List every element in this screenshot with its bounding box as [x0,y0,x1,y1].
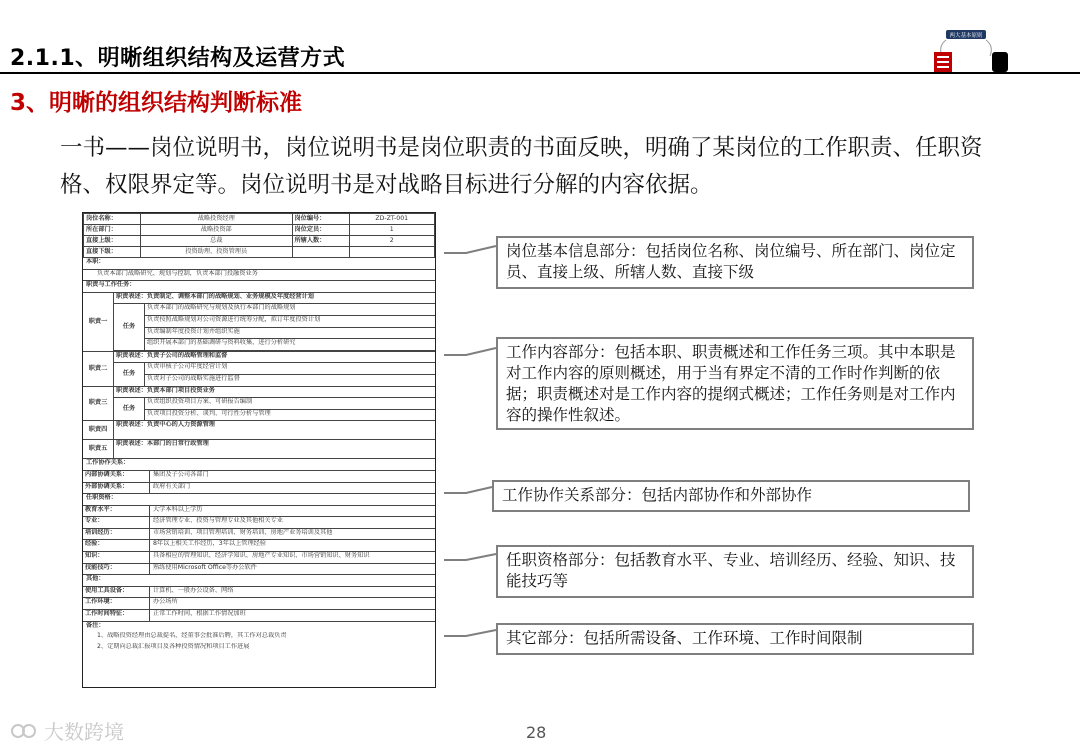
field-label [292,247,349,258]
relations-label: 工作协作关系： [83,459,435,471]
field-label: 外部协调关系： [83,483,150,494]
callout-qualification: 任职资格部分：包括教育水平、专业、培训经历、经验、知识、技能技巧等 [496,545,974,598]
field-label: 技能技巧： [83,564,150,575]
field-value: 政府有关部门 [153,482,191,490]
field-value: 具备相应的管理知识、经济学知识、房地产专业知识、市场营销知识、财务知识 [153,552,370,560]
duty-section [83,352,435,387]
callout-cooperation: 工作协作关系部分：包括内部协作和外部协作 [492,480,970,512]
duty-summary: 职责表述：负责子公司的战略管理和监督 [114,352,435,364]
logo-graphic [932,28,1012,74]
field-value: 市场营销培训、项目管理培训、财务培训、房地产业务培训及其他 [153,528,333,536]
duty-section [83,387,435,422]
field-value: 1 [349,225,435,236]
note-item: 1、战略投资经理由总裁提名，经董事会批准后聘，其工作对总裁负责 [97,632,287,640]
field-label: 所辖人数： [292,236,349,247]
field-label: 内部协调关系： [83,471,150,482]
task-item: 负责对子公司的战略实施进行监督 [147,374,240,382]
field-label: 专业： [83,517,150,528]
task-item: 负责组织投资项目方案、可研报告编制 [145,398,435,410]
qualification-label: 任职资格： [83,494,435,506]
field-value: 大学本科以上学历 [153,505,203,513]
task-item: 负责本部门的战略研究与规划及执行本部门的战略规划 [145,304,435,316]
title-divider [0,72,1080,74]
qualification-row [83,540,435,552]
notes-label: 备注： [86,621,105,629]
task-item: 组织开展本部门的基础调研与资料收集，进行分析研究 [147,339,296,347]
qualification-row [83,552,435,564]
field-value: 8年以上相关工作经历，3年以上管理经验 [153,540,267,548]
duty-label: 职责五 [83,440,114,458]
duty-label: 职责三 [83,387,114,421]
field-value: 熟练使用Microsoft Office等办公软件 [153,563,257,571]
intro-paragraph: 一书——岗位说明书，岗位说明书是岗位职责的书面反映，明确了某岗位的工作职责、任职资格、权限界定等。岗位说明书是对战略目标进行分解的内容依据。 [60,135,983,198]
callout-basic-info: 岗位基本信息部分：包括岗位名称、岗位编号、所在部门、岗位定员、直接上级、所辖人数、直接下级 [496,236,974,289]
duty-label: 职责一 [83,293,114,351]
task-item: 负责审核子公司年度经营计划 [145,363,435,375]
field-label: 直接上级： [84,236,141,247]
task-item: 负责按照战略规划对公司资源进行统筹分配，拟订年度投资计划 [145,316,435,328]
field-label: 使用工具设备： [83,587,150,598]
relation-row [83,471,435,483]
section-subtitle: 3、明晰的组织结构判断标准 [10,90,303,116]
duty-label: 职责四 [83,421,114,439]
field-label: 工作时间特征： [83,610,150,621]
field-value: 集团及子公司各部门 [153,470,209,478]
field-value: 正常工作时间，根据工作情况加班 [153,610,246,618]
page-title: 2.1.1、明晰组织结构及运营方式 [10,46,346,71]
field-label: 岗位编号： [292,214,349,225]
benzhi-text: 负责本部门战略研究、规划与控制，负责本部门投融资业务 [83,270,435,282]
watermark-text: 大数跨境 [44,720,124,744]
logo-label: 两大基本原则 [949,33,983,39]
field-value: 战略投资部 [141,225,293,236]
task-label: 任务 [114,398,145,420]
field-value: 办公场所 [153,598,178,606]
field-label: 教育水平： [83,506,150,517]
field-label: 工作环境： [83,598,150,609]
job-description-document [82,212,436,688]
table-row [84,214,435,225]
benzhi-label: 本职： [83,258,435,270]
task-item: 负责编制年度投资计划并组织实施 [145,328,435,340]
other-row [83,587,435,599]
field-value: 战略投资经理 [141,214,293,225]
field-value: ZD-ZT-001 [349,214,435,225]
field-label: 培训经历： [83,529,150,540]
callout-other: 其它部分：包括所需设备、工作环境、工作时间限制 [496,623,974,655]
duty-section [83,293,435,352]
duty-summary: 职责表述：负责制定、调整本部门的战略规划、业务规模及年度经营计划 [114,293,435,305]
field-value: 2 [349,236,435,247]
field-label: 所在部门： [84,225,141,236]
field-value: 经济管理专业、投资与管理专业及其他相关专业 [153,517,283,525]
duty-label: 职责二 [83,352,114,386]
field-value: 投资助理、投资管理员 [141,247,293,258]
duties-label: 职责与工作任务： [83,281,435,293]
field-value: 总裁 [141,236,293,247]
other-row [83,598,435,610]
field-label: 岗位名称： [84,214,141,225]
duty-section [83,421,435,440]
note-item: 2、定期向总裁汇报项目及各种投资情况和项目工作进展 [97,642,250,650]
field-value: 计算机、一般办公设备、网络 [153,586,234,594]
qualification-row [83,564,435,576]
task-item: 负责项目投资分析、谈判、可行性分析与管理 [147,409,271,417]
task-label: 任务 [114,363,145,385]
duty-summary: 职责表述：负责本部门项目投资业务 [114,387,435,399]
other-row [83,610,435,622]
field-value [349,247,435,258]
duty-summary: 职责表述：本部门的日常行政管理 [116,440,209,448]
callout-work-content: 工作内容部分：包括本职、职责概述和工作任务三项。其中本职是对工作内容的原则概述，用于当有界定不清的工作时作判断的依据；职责概述对是工作内容的提纲式概述；工作任务则是对工作内容的操作性叙述。 [496,337,974,430]
field-label: 直接下级： [84,247,141,258]
table-row [84,247,435,258]
qualification-row [83,529,435,541]
qualification-row [83,517,435,529]
basic-info-table [83,213,435,258]
duty-section [83,440,435,459]
duty-summary: 职责表述：负责中心的人力资源管理 [116,421,215,429]
field-label: 知识： [83,552,150,563]
qualification-row [83,506,435,518]
other-label: 其他： [83,575,435,587]
field-label: 经验： [83,540,150,551]
table-row [84,225,435,236]
relation-row [83,483,435,495]
watermark-logo-icon [10,721,38,741]
page-number: 28 [526,723,547,742]
field-label: 岗位定员： [292,225,349,236]
table-row [84,236,435,247]
watermark [10,716,124,745]
task-label: 任务 [114,304,145,349]
